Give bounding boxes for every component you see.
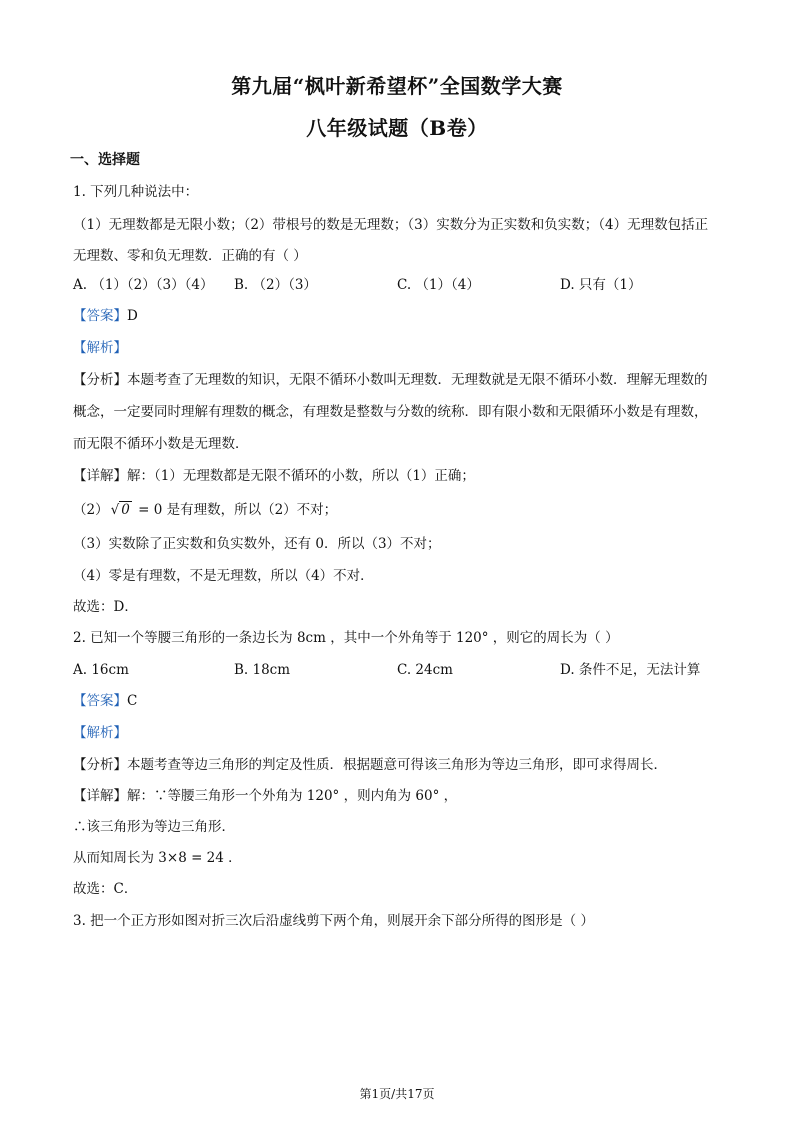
exam-subtitle: 八年级试题（B卷） — [306, 116, 488, 140]
sqrt-icon: √ — [110, 502, 120, 518]
q1-fenxi-line3: 而无限不循环小数是无理数． — [73, 436, 249, 452]
exam-title: 第九届“枫叶新希望杯”全国数学大赛 — [231, 74, 563, 98]
q1-answer — [73, 306, 733, 326]
q1-detail-line2-prefix: （2） — [73, 502, 109, 518]
q1-detail-line4: （4）零是有理数，不是无理数，所以（4）不对． — [73, 568, 374, 584]
q2-stem: 2. 已知一个等腰三角形的一条边长为 8cm ，其中一个外角等于 120° ，则它的周长为（ ） — [73, 630, 619, 646]
sqrt-radicand: 0 — [121, 502, 130, 518]
q1-detail-line1 — [73, 466, 733, 486]
q1-detail-text1: 解：（1）无理数都是无限不循环的小数，所以（1）正确； — [127, 468, 475, 484]
q1-statements-line1: （1）无理数都是无限小数；（2）带根号的数是无理数；（3）实数分为正实数和负实数；（4）无理数包括正 — [73, 217, 709, 233]
q2-detail-text1: 解：∵等腰三角形一个外角为 120° ，则内角为 60° ， — [127, 788, 458, 804]
q1-option-c: C. （1）（4） — [397, 277, 480, 293]
q1-answer-value: D — [127, 308, 138, 324]
q1-detail-line3: （3）实数除了正实数和负实数外，还有 0．所以（3）不对； — [73, 536, 441, 552]
q1-option-b: B. （2）（3） — [234, 277, 317, 293]
detail-tag: 【详解】 — [73, 468, 127, 484]
q2-answer-value: C — [127, 693, 138, 709]
q2-option-a: A. 16cm — [73, 662, 129, 678]
q1-option-a: A. （1）（2）（3）（4） — [73, 277, 214, 293]
q1-analysis-tag: 【解析】 — [73, 340, 127, 356]
q1-detail-line2-eq: = 0 — [133, 502, 167, 518]
fenxi-tag: 【分析】 — [73, 757, 127, 773]
section-heading: 一、选择题 — [70, 152, 140, 168]
answer-tag: 【答案】 — [73, 693, 127, 709]
q2-option-c: C. 24cm — [397, 662, 453, 678]
q1-statements-line2: 无理数、零和负无理数．正确的有（ ） — [73, 248, 307, 264]
answer-tag: 【答案】 — [73, 308, 127, 324]
q1-options — [73, 275, 733, 295]
q2-fenxi-text1: 本题考查等边三角形的判定及性质．根据题意可得该三角形为等边三角形，即可求得周长． — [127, 757, 667, 773]
q2-option-b: B. 18cm — [234, 662, 291, 678]
q1-detail-line2-suffix: 是有理数，所以（2）不对； — [166, 502, 338, 518]
sqrt-expression — [111, 500, 132, 520]
q2-detail-line3: 从而知周长为 3×8 = 24 ． — [73, 850, 242, 866]
q1-option-d: D. 只有（1） — [560, 277, 642, 293]
q2-option-d: D. 条件不足，无法计算 — [560, 662, 701, 678]
q3-stem: 3. 把一个正方形如图对折三次后沿虚线剪下两个角，则展开余下部分所得的图形是（ ） — [73, 913, 594, 929]
q1-fenxi-line2: 概念，一定要同时理解有理数的概念，有理数是整数与分数的统称．即有限小数和无限循环小数是有理数， — [73, 404, 708, 420]
q1-detail-line2 — [73, 500, 733, 520]
q2-analysis-tag: 【解析】 — [73, 725, 127, 741]
fenxi-tag: 【分析】 — [73, 372, 127, 388]
q2-conclusion: 故选：C． — [73, 881, 138, 897]
page-footer: 第1页/共17页 — [359, 1087, 435, 1101]
q2-options — [73, 660, 733, 680]
q1-conclusion: 故选：D． — [73, 599, 138, 615]
q2-detail-line1 — [73, 786, 733, 806]
q2-detail-line2: ∴该三角形为等边三角形． — [73, 819, 235, 835]
q1-fenxi-text1: 本题考查了无理数的知识，无限不循环小数叫无理数．无理数就是无限不循环小数．理解无理数的 — [127, 372, 708, 388]
detail-tag: 【详解】 — [73, 788, 127, 804]
q1-stem: 1. 下列几种说法中： — [73, 184, 199, 200]
q2-fenxi-line1 — [73, 755, 733, 775]
q2-answer — [73, 691, 733, 711]
q1-fenxi-line1 — [73, 370, 733, 390]
